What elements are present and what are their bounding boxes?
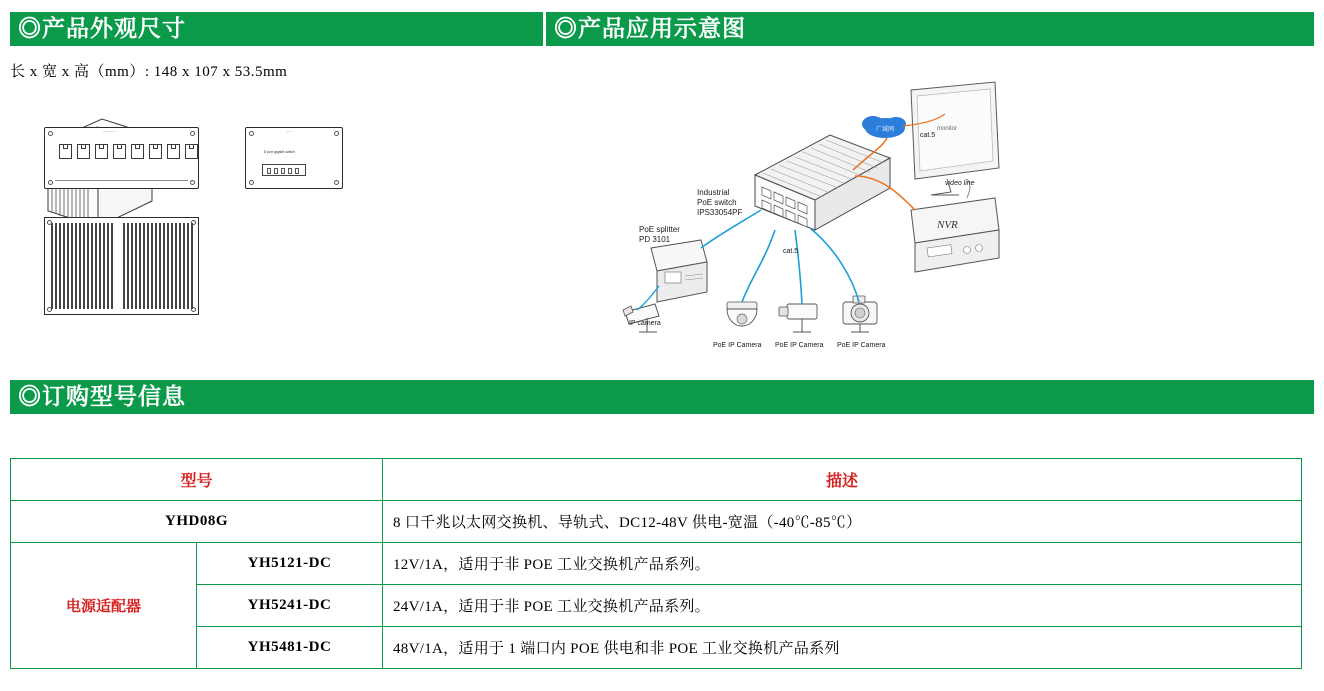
switch-graphic <box>755 135 890 230</box>
screw-icon <box>47 220 52 225</box>
cam1-label: PoE IP Camera <box>713 342 762 349</box>
screw-icon <box>190 131 195 136</box>
terminal-block-icon <box>262 164 306 176</box>
table-header-row <box>11 459 1302 501</box>
cell-model-name: YHD08G <box>11 501 383 543</box>
cam2-label: PoE IP Camera <box>775 342 824 349</box>
screw-icon <box>249 180 254 185</box>
switch-label-line2: PoE switch <box>697 198 737 207</box>
ethernet-port-icon <box>59 144 72 159</box>
ethernet-port-icon <box>185 144 198 159</box>
screw-icon <box>48 180 53 185</box>
heatsink-fins-left <box>51 223 115 309</box>
drawing-front-view <box>44 127 199 189</box>
dslr-camera-graphic <box>843 296 877 332</box>
cell-sub-model: YH5481-DC <box>197 627 383 669</box>
cell-description: 8 口千兆以太网交换机、导轨式、DC12-48V 供电-宽温（-40℃-85℃） <box>383 501 1302 543</box>
ethernet-port-icon <box>95 144 108 159</box>
front-view-caption: ··········· <box>103 130 116 134</box>
switch-label-line3: IPS33054PF <box>697 208 743 217</box>
video-line-label: video line <box>945 180 975 187</box>
screw-icon <box>249 131 254 136</box>
cat5-label-right: cat.5 <box>920 132 936 139</box>
product-drawings <box>40 115 380 345</box>
section-header-application: ◎产品应用示意图 <box>546 12 1314 46</box>
cam3-label: PoE IP Camera <box>837 342 886 349</box>
column-header-description: 描述 <box>383 459 1302 501</box>
poe-splitter-graphic <box>651 240 707 302</box>
ethernet-port-icon <box>149 144 162 159</box>
ethernet-port-icon <box>131 144 144 159</box>
ethernet-port-icon <box>113 144 126 159</box>
dimension-spec-text: 长 x 宽 x 高（mm）: 148 x 107 x 53.5mm <box>10 64 288 80</box>
screw-icon <box>48 131 53 136</box>
side-view-text: 8 port gigabit switch <box>264 150 295 154</box>
table-row <box>11 627 1302 669</box>
drawing-top-view <box>44 217 199 315</box>
screw-icon <box>47 307 52 312</box>
ethernet-port-icon <box>77 144 90 159</box>
section-header-order-info: ◎订购型号信息 <box>10 380 1314 414</box>
side-view-caption: ····· <box>286 130 292 134</box>
ip-camera-bullet-graphic <box>623 304 659 332</box>
svg-text:NVR: NVR <box>937 219 958 231</box>
heatsink-fins-right <box>123 223 193 309</box>
application-diagram <box>615 80 1315 360</box>
screw-icon <box>190 180 195 185</box>
cell-sub-model: YH5241-DC <box>197 585 383 627</box>
drawing-side-view <box>245 127 343 189</box>
cloud-icon <box>862 116 906 138</box>
cell-description: 12V/1A，适用于非 POE 工业交换机产品系列。 <box>383 543 1302 585</box>
cell-sub-model: YH5121-DC <box>197 543 383 585</box>
splitter-label-line1: PoE splitter <box>639 225 680 234</box>
ip-camera-label: IP camera <box>629 320 661 327</box>
column-header-model: 型号 <box>11 459 383 501</box>
svg-text:广域网: 广域网 <box>876 127 895 133</box>
screw-icon <box>191 220 196 225</box>
screw-icon <box>334 131 339 136</box>
splitter-label-line2: PD 3101 <box>639 235 671 244</box>
cell-description: 24V/1A，适用于非 POE 工业交换机产品系列。 <box>383 585 1302 627</box>
table-row <box>11 501 1302 543</box>
port-row <box>59 144 198 159</box>
section-header-dimensions: ◎产品外观尺寸 <box>10 12 543 46</box>
nvr-graphic <box>911 198 999 272</box>
svg-text:monitor: monitor <box>937 126 958 132</box>
divider <box>55 180 188 181</box>
screw-icon <box>191 307 196 312</box>
dome-camera-graphic <box>727 302 757 326</box>
screw-icon <box>334 180 339 185</box>
cell-group-power-adapter: 电源适配器 <box>11 543 197 669</box>
cell-description: 48V/1A，适用于 1 端口内 POE 供电和非 POE 工业交换机产品系列 <box>383 627 1302 669</box>
table-row <box>11 543 1302 585</box>
table-row <box>11 585 1302 627</box>
switch-label-line1: Industrial <box>697 188 730 197</box>
box-camera-graphic <box>779 304 817 332</box>
order-info-table <box>10 458 1302 669</box>
ethernet-port-icon <box>167 144 180 159</box>
cat5-label-left: cat.5 <box>783 248 799 255</box>
